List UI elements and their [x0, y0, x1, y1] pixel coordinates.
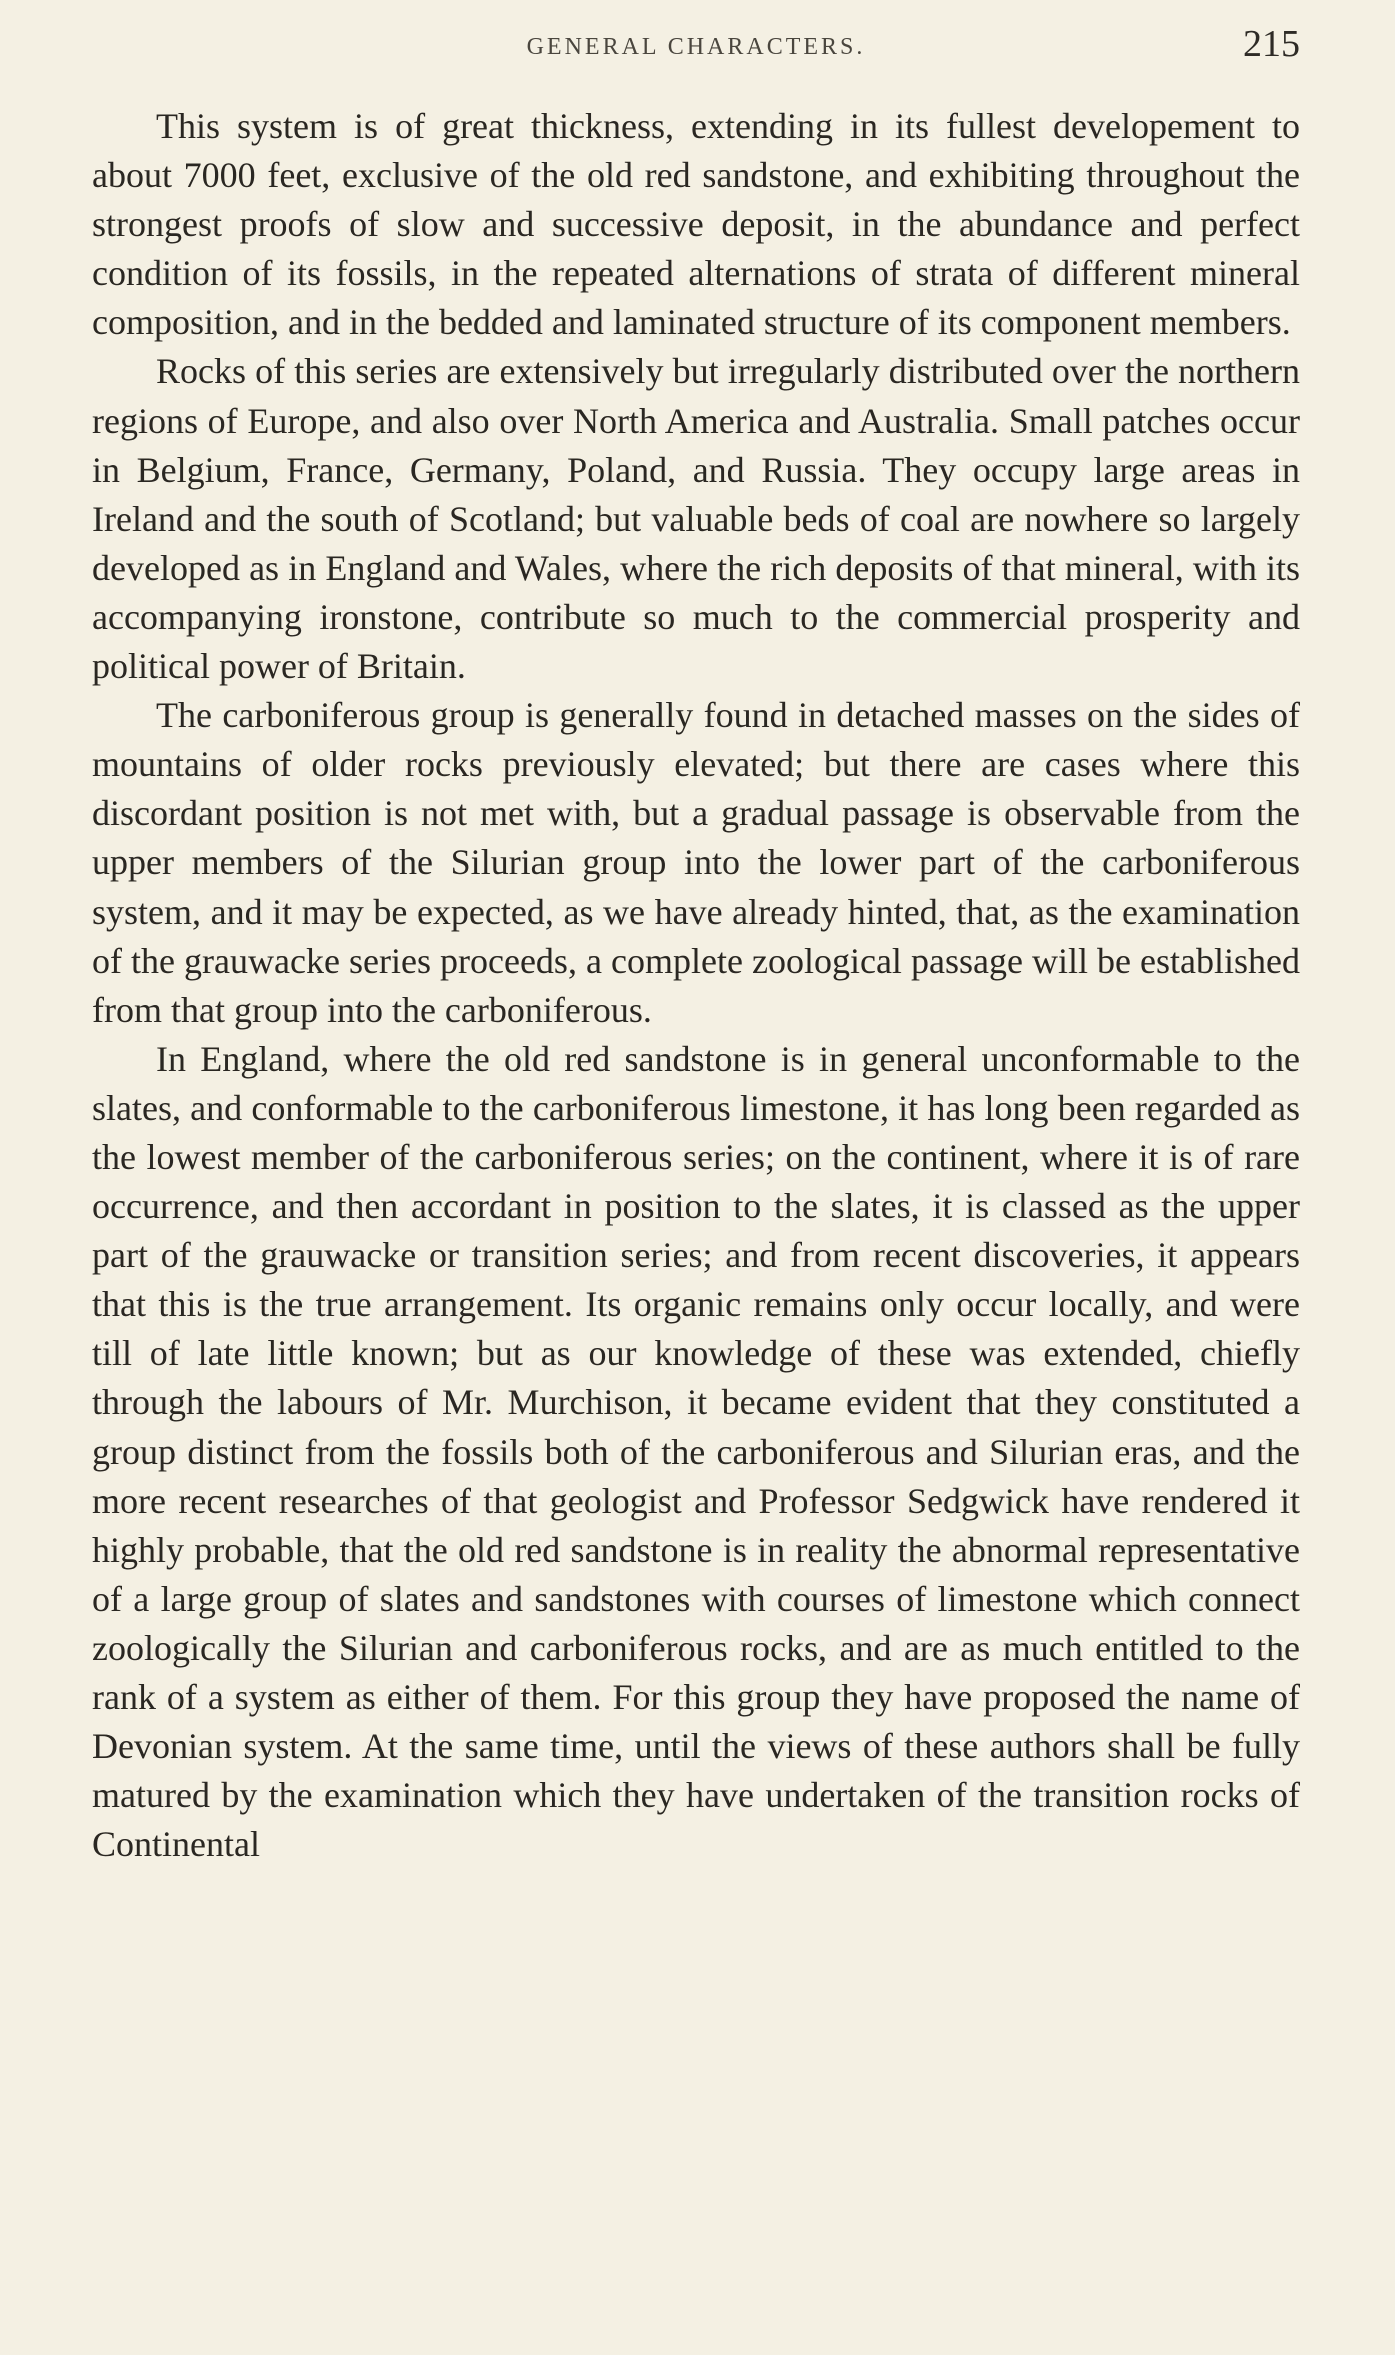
running-head — [92, 22, 1300, 82]
running-title: GENERAL CHARACTERS. — [526, 34, 866, 60]
paragraph: In England, where the old red sandstone is in general unconformable to the slates, and conformable to the carboniferous limestone, it has long been regarded as the lowest member of the carboniferous series; on the continent, where it is of rare occurrence, and then accordant in position to the slates, it is classed as the upper part of the grauwacke or transition series; and from recent discoveries, it appears that this is the true arrangement. Its organic remains only occur locally, and were till of late little known; but as our knowledge of these was extended, chiefly through the labours of Mr. Murchison, it became evident that they constituted a group distinct from the fossils both of the carboniferous and Silurian eras, and the more recent researches of that geologist and Professor Sedgwick have rendered it highly probable, that the old red sandstone is in reality the abnormal representative of a large group of slates and sandstones with courses of limestone which connect zoologically the Silurian and carboniferous rocks, and are as much entitled to the rank of a system as either of them. For this group they have proposed the name of Devonian system. At the same time, until the views of these authors shall be fully matured by the examination which they have undertaken of the transition rocks of Continental — [92, 1038, 1300, 1865]
paragraph: Rocks of this series are extensively but irregularly distributed over the northern regions of Europe, and also over North America and Australia. Small patches occur in Belgium, France, Germany, Poland, and Russia. They occupy large areas in Ireland and the south of Scotland; but valuable beds of coal are nowhere so largely developed as in England and Wales, where the rich deposits of that mineral, with its accompanying ironstone, contribute so much to the commercial prosperity and political power of Britain. — [92, 351, 1300, 687]
paragraph: The carboniferous group is generally found in detached masses on the sides of mountains of older rocks previously elevated; but there are cases where this discordant position is not met with, but a gradual passage is observable from the upper members of the Silurian group into the lower part of the carboniferous system, and it may be expected, as we have already hinted, that, as the examination of the grauwacke series proceeds, a complete zoological passage will be established from that group into the carboniferous. — [92, 695, 1300, 1030]
body-text — [92, 102, 1300, 1869]
paragraph: This system is of great thickness, extending in its fullest developement to about 7000 feet, exclusive of the old red sandstone, and exhibiting throughout the strongest proofs of slow and successive deposit, in the abundance and perfect condition of its fossils, in the repeated alternations of strata of different mineral composition, and in the bedded and laminated structure of its component members. — [92, 106, 1300, 343]
page-number: 215 — [1243, 23, 1300, 65]
